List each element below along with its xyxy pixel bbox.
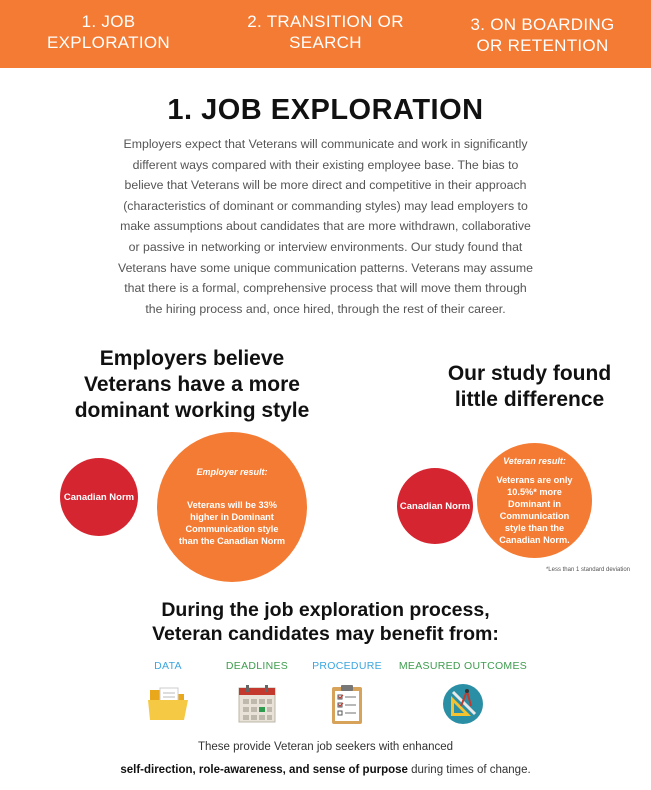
footnote: *Less than 1 standard deviation — [545, 567, 630, 573]
study-finding-heading-line: little difference — [454, 388, 605, 411]
tab-job-exploration-line1: 1. JOB — [81, 12, 136, 31]
benefit-label: PROCEDURE — [312, 660, 382, 672]
closing-line2-rest: during times of change. — [407, 764, 531, 776]
tab-job-exploration-line2: EXPLORATION — [47, 33, 170, 52]
employer-belief-heading-line: Veterans have a more — [84, 373, 300, 396]
benefits-heading-line: Veteran candidates may benefit from: — [152, 623, 499, 645]
tab-job-exploration[interactable] — [0, 0, 217, 68]
veteran-result-text: Veterans are only 10.5%* more Dominant in Communication style than the Canadian Norm. — [496, 474, 573, 545]
tab-onboarding-line1: 3. ON BOARDING — [470, 15, 615, 34]
benefit-procedure — [282, 660, 412, 726]
benefit-label: MEASURED OUTCOMES — [398, 660, 528, 672]
canadian-norm-circle-right — [397, 468, 473, 544]
closing-emphasis: self-direction, role-awareness, and sense of purpose — [120, 764, 408, 776]
page-title: 1. JOB EXPLORATION — [167, 94, 484, 126]
canadian-norm-label: Canadian Norm — [63, 491, 135, 503]
closing-line1: These provide Veteran job seekers with enhanced — [197, 741, 454, 753]
study-finding-heading-line: Our study found — [447, 362, 612, 385]
closing-line2 — [0, 759, 651, 782]
employer-belief-heading-line: dominant working style — [74, 399, 310, 422]
calendar-icon — [235, 682, 279, 726]
tab-transition-line2: SEARCH — [289, 33, 362, 52]
tab-onboarding-line2: OR RETENTION — [476, 36, 609, 55]
employer-result-circle — [157, 432, 307, 582]
folder-icon — [146, 682, 190, 726]
study-finding-heading — [417, 361, 642, 413]
drafting-tools-icon — [441, 682, 485, 726]
top-navigation — [0, 0, 651, 68]
canadian-norm-label: Canadian Norm — [399, 500, 471, 512]
employer-belief-heading-line: Employers believe — [99, 347, 285, 370]
tab-onboarding-or-retention[interactable] — [434, 0, 651, 68]
benefits-heading-line: During the job exploration process, — [161, 599, 490, 621]
veteran-result-circle — [477, 443, 592, 558]
benefit-measured-outcomes — [398, 660, 528, 726]
intro-paragraph: Employers expect that Veterans will communicate and work in significantly different ways compared with their existing employee base. The bias to believe that Veterans will be more direct and competitive in their approach (characteristics of dominant or commanding styles) may lead employers to make assumptions about candidates that are more withdrawn, collaborative or passive in networking or interview environments. Our study found that Veterans have some unique communication patterns. Veterans may assume that there is a formal, comprehensive process that will move them through the hiring process and, once hired, through the rest of their career. — [118, 137, 533, 316]
tab-transition-line1: 2. TRANSITION OR — [247, 12, 404, 31]
closing-statement — [0, 736, 651, 782]
benefit-label: DEADLINES — [225, 660, 289, 672]
employer-result-text: Veterans will be 33% higher in Dominant Communication style than the Canadian Norm — [178, 500, 286, 546]
employer-belief-heading — [62, 346, 322, 424]
clipboard-checklist-icon — [325, 682, 369, 726]
canadian-norm-circle-left — [60, 458, 138, 536]
tab-transition-or-search[interactable] — [217, 0, 434, 68]
employer-result-label: Employer result: — [196, 467, 268, 477]
benefit-label: DATA — [154, 660, 182, 672]
benefits-heading — [0, 598, 651, 646]
veteran-result-label: Veteran result: — [503, 455, 566, 466]
